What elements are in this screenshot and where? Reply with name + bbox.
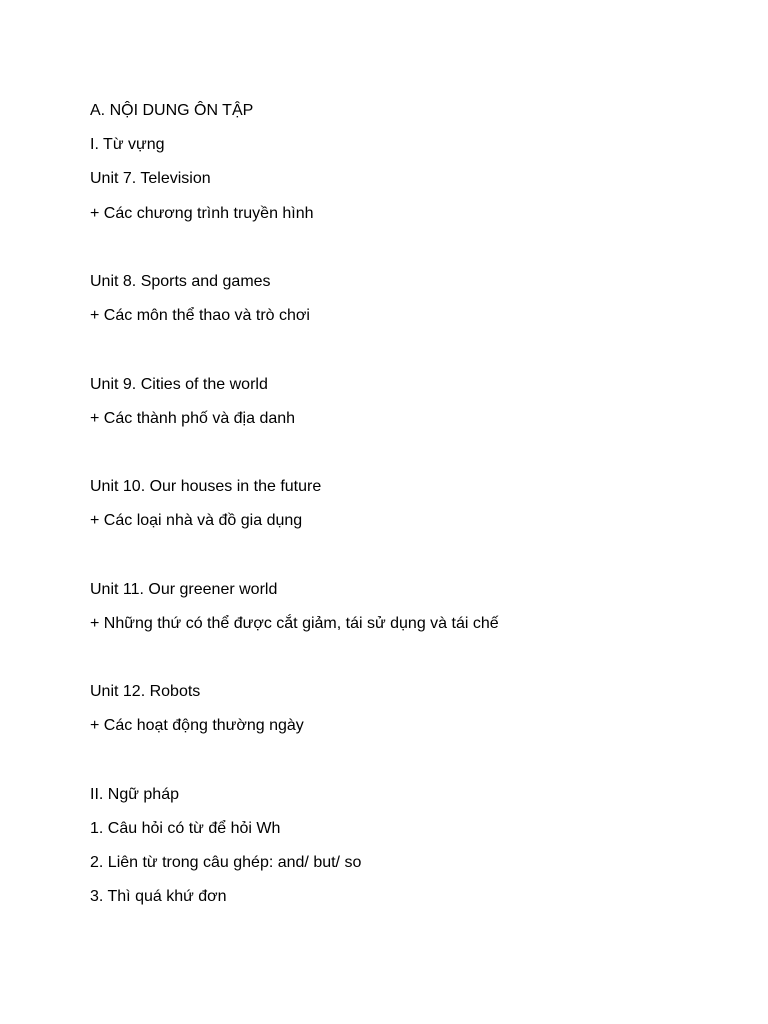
blank-line	[90, 231, 730, 265]
unit-topic: + Các chương trình truyền hình	[90, 204, 314, 222]
section-heading: A. NỘI DUNG ÔN TẬP	[90, 102, 254, 119]
grammar-item: 1. Câu hỏi có từ để hỏi Wh	[90, 819, 281, 837]
unit-title: Unit 12. Robots	[90, 683, 201, 701]
blank-line	[90, 744, 730, 778]
blank-line	[90, 538, 730, 572]
blank-line	[90, 436, 730, 470]
grammar-item: 2. Liên từ trong câu ghép: and/ but/ so	[90, 854, 362, 872]
grammar-item: 3. Thì quá khứ đơn	[90, 888, 227, 906]
grammar-heading: II. Ngữ pháp	[90, 785, 179, 803]
unit-topic: + Các hoạt động thường ngày	[90, 717, 304, 735]
document-content	[90, 94, 730, 915]
vocabulary-heading: I. Từ vựng	[90, 136, 165, 154]
unit-title: Unit 9. Cities of the world	[90, 375, 268, 393]
blank-line	[90, 641, 730, 675]
unit-title: Unit 7. Television	[90, 170, 211, 188]
unit-topic: + Các môn thể thao và trò chơi	[90, 307, 310, 325]
unit-topic: + Các thành phố và địa danh	[90, 409, 296, 427]
unit-title: Unit 11. Our greener world	[90, 580, 278, 598]
unit-title: Unit 8. Sports and games	[90, 272, 271, 290]
unit-title: Unit 10. Our houses in the future	[90, 478, 322, 496]
blank-line	[90, 333, 730, 367]
unit-topic: + Các loại nhà và đồ gia dụng	[90, 512, 303, 530]
unit-topic: + Những thứ có thể được cắt giảm, tái sử dụng và tái chế	[90, 614, 499, 632]
